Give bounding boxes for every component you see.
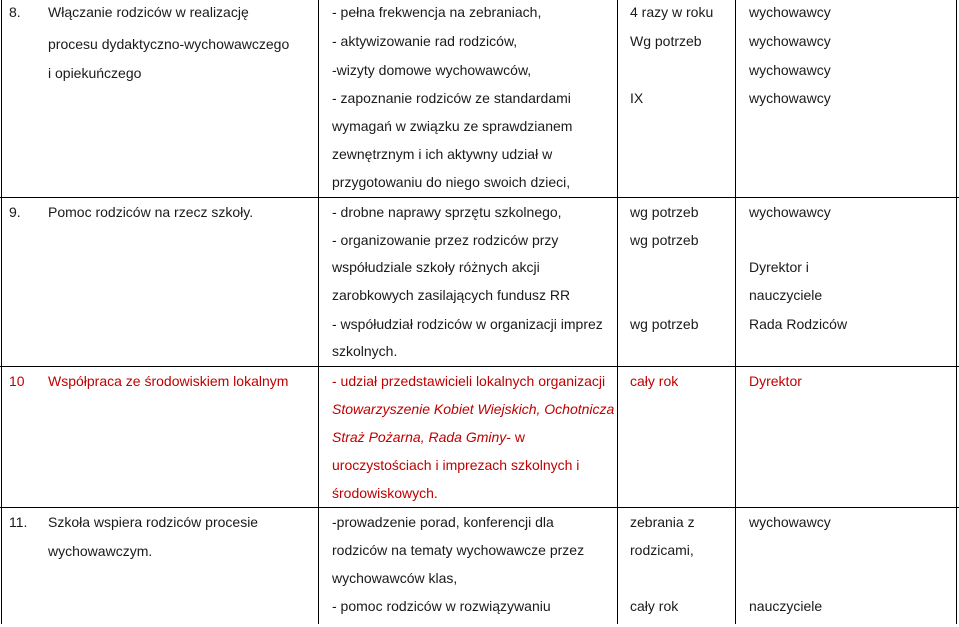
term-text: Wg potrzeb xyxy=(630,33,702,49)
responsible-text: wychowawcy xyxy=(749,514,831,530)
responsible-text: nauczyciele xyxy=(749,598,823,614)
form-text: uroczystościach i imprezach szkolnych i xyxy=(332,457,580,473)
term-text: IX xyxy=(630,90,644,106)
table-border-right xyxy=(956,0,957,624)
responsible-text: wychowawcy xyxy=(749,33,831,49)
table-column-divider xyxy=(617,0,618,624)
form-text: współudziale szkoły różnych akcji xyxy=(332,259,540,275)
task-text: procesu dydaktyczno-wychowawczego xyxy=(48,36,290,52)
row-number: 8. xyxy=(9,4,21,20)
responsible-text: Dyrektor xyxy=(749,373,802,389)
table-row-divider xyxy=(0,197,959,198)
form-text: zewnętrznym i ich aktywny udział w xyxy=(332,146,553,162)
term-text: wg potrzeb xyxy=(630,316,699,332)
table-row-divider xyxy=(0,366,959,367)
responsible-text: wychowawcy xyxy=(749,204,831,220)
term-text: cały rok xyxy=(630,373,679,389)
form-text: - drobne naprawy sprzętu szkolnego, xyxy=(332,204,562,220)
table-border-left xyxy=(1,0,2,624)
task-text: Włączanie rodziców w realizację xyxy=(48,4,249,20)
responsible-text: Rada Rodziców xyxy=(749,316,848,332)
task-text: Pomoc rodziców na rzecz szkoły. xyxy=(48,204,254,220)
form-text: - współudział rodziców w organizacji imprez xyxy=(332,316,603,332)
form-text: wychowawców klas, xyxy=(332,570,458,586)
table-column-divider xyxy=(735,0,736,624)
form-text: rodziców na tematy wychowawcze przez xyxy=(332,542,585,558)
task-text: Współpraca ze środowiskiem lokalnym xyxy=(48,373,289,389)
form-text: - aktywizowanie rad rodziców, xyxy=(332,33,518,49)
term-text: zebrania z xyxy=(630,514,695,530)
form-text: środowiskowych. xyxy=(332,485,438,501)
row-number: 10 xyxy=(9,373,25,389)
table-column-divider xyxy=(318,0,319,624)
term-text: 4 razy w roku xyxy=(630,4,714,20)
form-text: - w xyxy=(506,429,525,445)
task-text: Szkoła wspiera rodziców procesie xyxy=(48,514,259,530)
form-text: wymagań w związku ze sprawdzianem xyxy=(332,118,573,134)
form-text: Straż Pożarna, Rada Gminy xyxy=(332,429,507,445)
form-text: -prowadzenie porad, konferencji dla xyxy=(332,514,554,530)
form-text: - zapoznanie rodziców ze standardami xyxy=(332,90,571,106)
form-text: - organizowanie przez rodziców przy xyxy=(332,232,559,248)
form-text: Stowarzyszenie Kobiet Wiejskich, Ochotnicza xyxy=(332,401,615,417)
task-text: wychowawczym. xyxy=(48,543,153,559)
form-text: - pomoc rodziców w rozwiązywaniu xyxy=(332,598,551,614)
form-text: szkolnych. xyxy=(332,343,398,359)
row-number: 11. xyxy=(9,514,28,530)
form-text-line xyxy=(332,428,525,446)
table-row-divider xyxy=(0,507,959,508)
form-text: - pełna frekwencja na zebraniach, xyxy=(332,4,542,20)
form-text: przygotowaniu do niego swoich dzieci, xyxy=(332,174,571,190)
term-text: cały rok xyxy=(630,598,679,614)
responsible-text: nauczyciele xyxy=(749,287,823,303)
term-text: wg potrzeb xyxy=(630,204,699,220)
row-number: 9. xyxy=(9,204,21,220)
responsible-text: wychowawcy xyxy=(749,4,831,20)
task-text: i opiekuńczego xyxy=(48,65,142,81)
responsible-text: wychowawcy xyxy=(749,90,831,106)
responsible-text: wychowawcy xyxy=(749,62,831,78)
form-text: zarobkowych zasilających fundusz RR xyxy=(332,287,571,303)
form-text: -wizyty domowe wychowawców, xyxy=(332,62,532,78)
form-text: - udział przedstawicieli lokalnych organizacji xyxy=(332,373,606,389)
responsible-text: Dyrektor i xyxy=(749,259,809,275)
term-text: rodzicami, xyxy=(630,542,694,558)
term-text: wg potrzeb xyxy=(630,232,699,248)
